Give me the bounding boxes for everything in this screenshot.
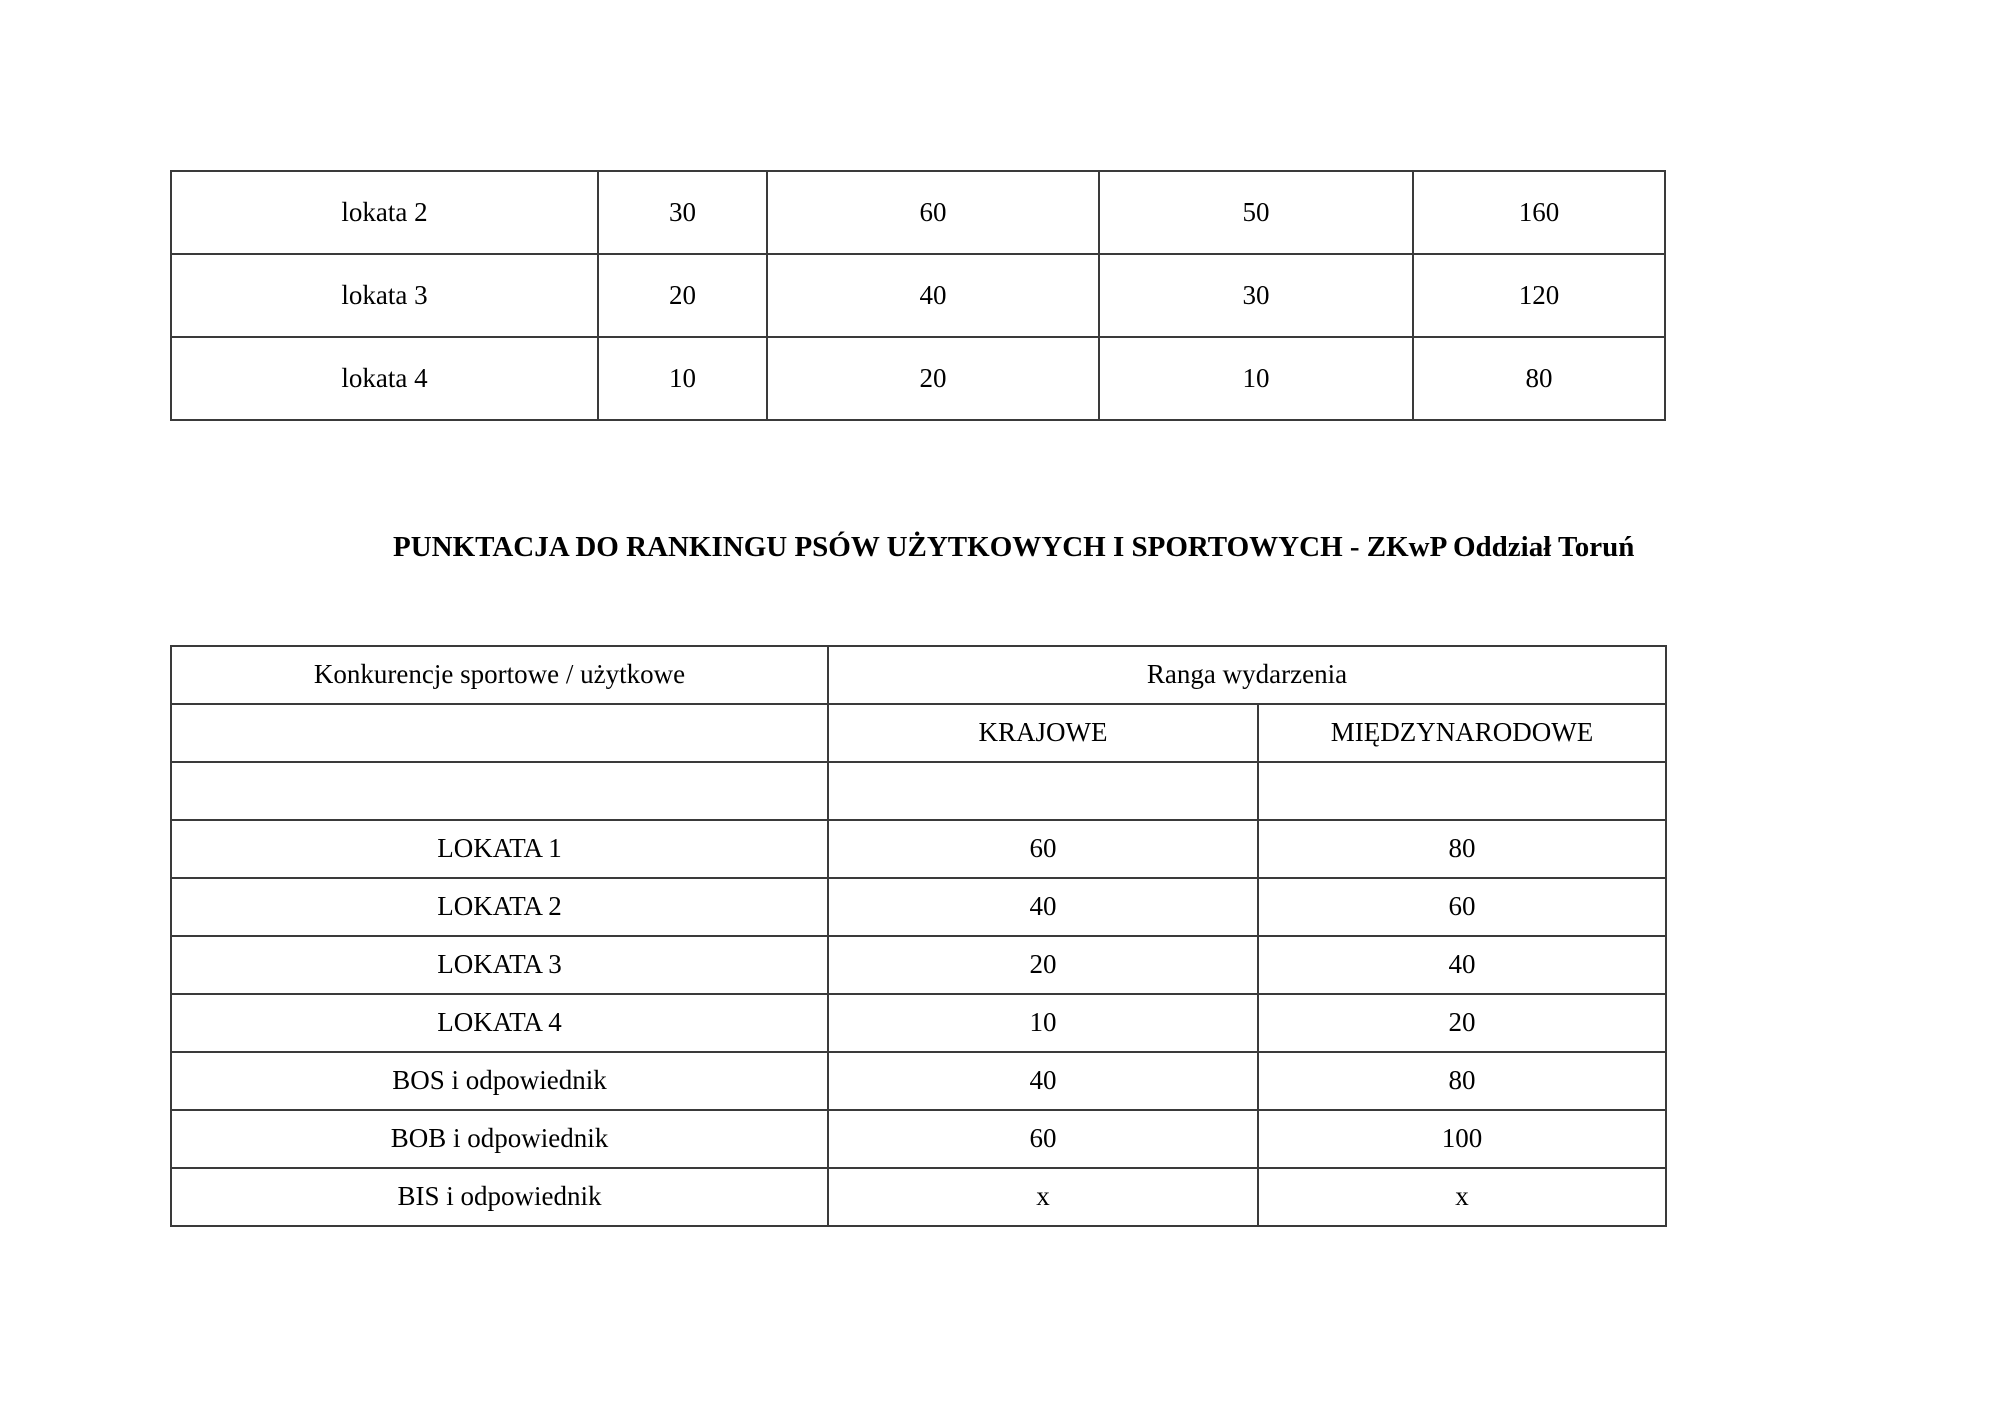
table-row (171, 254, 1665, 337)
empty-cell (171, 704, 828, 762)
table-cell: 30 (598, 171, 767, 254)
table-row (171, 1110, 1666, 1168)
row-label: LOKATA 4 (171, 994, 828, 1052)
table-row (171, 1052, 1666, 1110)
table-cell: 40 (1258, 936, 1666, 994)
table-cell: 10 (1099, 337, 1413, 420)
table-cell: 60 (1258, 878, 1666, 936)
table-cell: 10 (828, 994, 1258, 1052)
table-cell: 80 (1258, 820, 1666, 878)
table-cell: 40 (828, 1052, 1258, 1110)
table-cell: 30 (1099, 254, 1413, 337)
header-competitions: Konkurencje sportowe / użytkowe (171, 646, 828, 704)
table-row (171, 1168, 1666, 1226)
table-cell: 60 (828, 1110, 1258, 1168)
header-event-rank: Ranga wydarzenia (828, 646, 1666, 704)
row-label: LOKATA 2 (171, 878, 828, 936)
top-points-table (170, 170, 1666, 421)
row-label: LOKATA 1 (171, 820, 828, 878)
table-cell: 100 (1258, 1110, 1666, 1168)
table-row (171, 337, 1665, 420)
table-cell: 20 (828, 936, 1258, 994)
table-cell: 20 (598, 254, 767, 337)
table-empty-row (171, 762, 1666, 820)
row-label: BOS i odpowiednik (171, 1052, 828, 1110)
empty-cell (828, 762, 1258, 820)
table-subheader-row (171, 704, 1666, 762)
table-header-row (171, 646, 1666, 704)
table-row (171, 878, 1666, 936)
empty-cell (171, 762, 828, 820)
table-cell: 10 (598, 337, 767, 420)
table-cell: 60 (828, 820, 1258, 878)
table-cell: 20 (767, 337, 1099, 420)
row-label: lokata 3 (171, 254, 598, 337)
section-heading: PUNKTACJA DO RANKINGU PSÓW UŻYTKOWYCH I SPORTOWYCH - ZKwP Oddział Toruń (393, 531, 1635, 563)
table-row (171, 171, 1665, 254)
table-cell: 120 (1413, 254, 1665, 337)
table-cell: 40 (828, 878, 1258, 936)
table-cell: 160 (1413, 171, 1665, 254)
row-label: BOB i odpowiednik (171, 1110, 828, 1168)
table-row (171, 820, 1666, 878)
table-cell: x (1258, 1168, 1666, 1226)
ranking-points-table (170, 645, 1667, 1227)
table-cell: 80 (1413, 337, 1665, 420)
subheader-miedzynarodowe: MIĘDZYNARODOWE (1258, 704, 1666, 762)
table-cell: 40 (767, 254, 1099, 337)
table-row (171, 936, 1666, 994)
table-cell: x (828, 1168, 1258, 1226)
row-label: LOKATA 3 (171, 936, 828, 994)
row-label: BIS i odpowiednik (171, 1168, 828, 1226)
subheader-krajowe: KRAJOWE (828, 704, 1258, 762)
table-cell: 80 (1258, 1052, 1666, 1110)
table-row (171, 994, 1666, 1052)
table-cell: 60 (767, 171, 1099, 254)
row-label: lokata 2 (171, 171, 598, 254)
row-label: lokata 4 (171, 337, 598, 420)
table-cell: 50 (1099, 171, 1413, 254)
table-cell: 20 (1258, 994, 1666, 1052)
empty-cell (1258, 762, 1666, 820)
